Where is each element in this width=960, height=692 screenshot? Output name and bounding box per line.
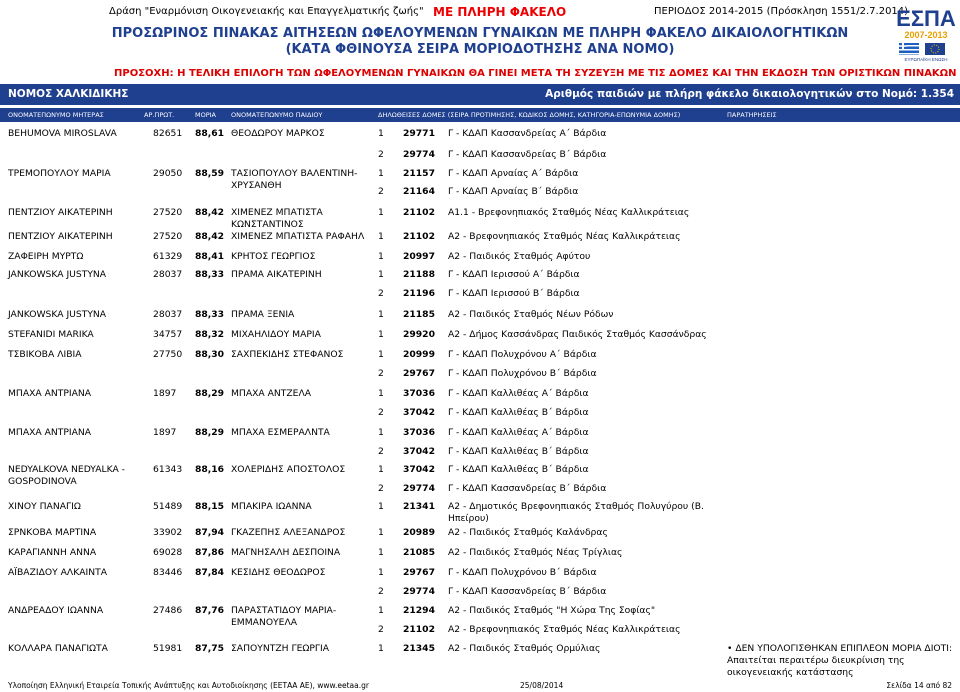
cell-score: 87,84 xyxy=(195,567,225,578)
cell-child: ΚΡΗΤΟΣ ΓΕΩΡΓΙΟΣ xyxy=(231,251,316,262)
cell-mother: ΤΣΒΙΚΟΒΑ ΛΙΒΙΑ xyxy=(8,349,82,360)
cell-desc: Α2 - Δήμος Κασσάνδρας Παιδικός Σταθμός Κασσάνδρας xyxy=(448,329,707,340)
cell-child: ΧΟΛΕΡΙΔΗΣ ΑΠΟΣΤΟΛΟΣ xyxy=(231,464,346,475)
cell-desc: Γ - ΚΔΑΠ Πολυχρόνου Β΄ Βάρδια xyxy=(448,567,597,578)
cell-mother: STEFANIDI MARIKA xyxy=(8,329,94,340)
cell-code: 21341 xyxy=(403,501,435,512)
cell-mother: ΜΠΑΧΑ ΑΝΤΡΙΑΝΑ xyxy=(8,388,92,399)
cell-code: 37042 xyxy=(403,464,435,475)
cell-desc: Γ - ΚΔΑΠ Κασσανδρείας Β΄ Βάρδια xyxy=(448,483,607,494)
cell-rank: 2 xyxy=(378,483,384,494)
column-header-row xyxy=(0,108,960,122)
cell-rank: 2 xyxy=(378,186,384,197)
cell-mother: ΠΕΝΤΖΙΟΥ ΑΙΚΑΤΕΡΙΝΗ xyxy=(8,207,113,218)
cell-score: 88,33 xyxy=(195,269,225,280)
action-title: Δράση "Εναρμόνιση Οικογενειακής και Επαγγελματικής ζωής" xyxy=(109,6,424,17)
cell-mother: ΧΙΝΟΥ ΠΑΝΑΓΙΩ xyxy=(8,501,81,512)
cell-desc: Α2 - Παιδικός Σταθμός Αφύτου xyxy=(448,251,591,262)
cell-afm: 27750 xyxy=(153,349,183,360)
cell-afm: 34757 xyxy=(153,329,183,340)
col-score: ΜΟΡΙΑ xyxy=(195,111,217,119)
cell-code: 29774 xyxy=(403,483,435,494)
cell-child: ΠΡΑΜΑ ΞΕΝΙΑ xyxy=(231,309,295,320)
cell-mother: ΚΟΛΛΑΡΑ ΠΑΝΑΓΙΩΤΑ xyxy=(8,643,108,654)
cell-rank: 1 xyxy=(378,349,384,360)
cell-afm: 61343 xyxy=(153,464,183,475)
cell-desc: Α1.1 - Βρεφονηπιακός Σταθμός Νέας Καλλικράτειας xyxy=(448,207,690,218)
cell-score: 88,59 xyxy=(195,168,225,179)
cell-rank: 1 xyxy=(378,128,384,139)
cell-child: ΘΕΟΔΩΡΟΥ ΜΑΡΚΟΣ xyxy=(231,128,325,139)
cell-code: 21196 xyxy=(403,288,435,299)
cell-rank: 1 xyxy=(378,527,384,538)
cell-child: ΣΑΧΠΕΚΙΔΗΣ ΣΤΕΦΑΝΟΣ xyxy=(231,349,344,360)
cell-desc: Γ - ΚΔΑΠ Καλλιθέας Β΄ Βάρδια xyxy=(448,464,589,475)
cell-rank: 1 xyxy=(378,547,384,558)
logo-years: 2007-2013 xyxy=(904,30,948,40)
cell-code: 21102 xyxy=(403,207,435,218)
subtitle: (ΚΑΤΑ ΦΘΙΝΟΥΣΑ ΣΕΙΡΑ ΜΟΡΙΟΔΟΤΗΣΗΣ ΑΝΑ ΝΟΜΟ) xyxy=(285,42,675,57)
col-afm: ΑΡ.ΠΡΩΤ. xyxy=(144,111,175,119)
cell-desc: Γ - ΚΔΑΠ Ιερισσού Β΄ Βάρδια xyxy=(448,288,580,299)
cell-code: 21188 xyxy=(403,269,435,280)
cell-afm: 82651 xyxy=(153,128,183,139)
cell-desc: Α2 - Παιδικός Σταθμός Καλάνδρας xyxy=(448,527,608,538)
cell-score: 88,42 xyxy=(195,231,225,242)
cell-rank: 1 xyxy=(378,643,384,654)
main-title: ΠΡΟΣΩΡΙΝΟΣ ΠΙΝΑΚΑΣ ΑΙΤΗΣΕΩΝ ΩΦΕΛΟΥΜΕΝΩΝ ΓΥΝΑΙΚΩΝ ΜΕ ΠΛΗΡΗ ΦΑΚΕΛΟ ΔΙΚΑΙΟΛΟΓΗΤΙΚΩΝ xyxy=(111,26,849,41)
header-top-line xyxy=(0,6,960,20)
cell-code: 21157 xyxy=(403,168,435,179)
cell-code: 37036 xyxy=(403,388,435,399)
cell-score: 87,76 xyxy=(195,605,225,616)
cell-rank: 2 xyxy=(378,407,384,418)
cell-desc: Α2 - Βρεφονηπιακός Σταθμός Νέας Καλλικράτειας xyxy=(448,231,681,242)
cell-code: 37036 xyxy=(403,427,435,438)
cell-rank: 2 xyxy=(378,288,384,299)
cell-code: 29771 xyxy=(403,128,435,139)
cell-afm: 69028 xyxy=(153,547,183,558)
cell-code: 21085 xyxy=(403,547,435,558)
full-file-title: ΜΕ ΠΛΗΡΗ ΦΑΚΕΛΟ xyxy=(433,5,567,19)
cell-mother: NEDYALKOVA NEDYALKA - GOSPODINOVA xyxy=(8,464,125,487)
cell-afm: 33902 xyxy=(153,527,183,538)
cell-code: 21164 xyxy=(403,186,435,197)
cell-code: 20999 xyxy=(403,349,435,360)
cell-child: ΜΙΧΑΗΛΙΔΟΥ ΜΑΡΙΑ xyxy=(231,329,321,340)
cell-desc: Γ - ΚΔΑΠ Κασσανδρείας Β΄ Βάρδια xyxy=(448,586,607,597)
children-count: Αριθμός παιδιών με πλήρη φάκελο δικαιολογητικών στο Νομό: 1.354 xyxy=(545,88,954,100)
cell-code: 29774 xyxy=(403,586,435,597)
cell-mother: ΖΑΦΕΙΡΗ ΜΥΡΤΩ xyxy=(8,251,84,262)
period-label: ΠΕΡΙΟΔΟΣ 2014-2015 (Πρόσκληση 1551/2.7.2014) xyxy=(654,6,909,17)
cell-mother: ΜΠΑΧΑ ΑΝΤΡΙΑΝΑ xyxy=(8,427,92,438)
cell-desc: Γ - ΚΔΑΠ Αρναίας Α΄ Βάρδια xyxy=(448,168,579,179)
cell-rank: 2 xyxy=(378,446,384,457)
logo-sub: ΕΥΡΩΠΑΪΚΗ ΕΝΩΣΗ xyxy=(904,57,948,62)
cell-afm: 27520 xyxy=(153,207,183,218)
footer-date: 25/08/2014 xyxy=(520,681,564,690)
cell-rank: 1 xyxy=(378,207,384,218)
cell-mother: ΑΝΔΡΕΑΔΟΥ ΙΩΑΝΝΑ xyxy=(8,605,104,616)
cell-rank: 1 xyxy=(378,501,384,512)
cell-desc: Γ - ΚΔΑΠ Αρναίας Β΄ Βάρδια xyxy=(448,186,579,197)
cell-desc: Γ - ΚΔΑΠ Καλλιθέας Α΄ Βάρδια xyxy=(448,427,589,438)
cell-desc: Γ - ΚΔΑΠ Ιερισσού Α΄ Βάρδια xyxy=(448,269,580,280)
cell-mother: ΤΡΕΜΟΠΟΥΛΟΥ ΜΑΡΙΑ xyxy=(8,168,111,179)
cell-rank: 1 xyxy=(378,309,384,320)
cell-score: 88,29 xyxy=(195,427,225,438)
cell-desc: Γ - ΚΔΑΠ Καλλιθέας Β΄ Βάρδια xyxy=(448,446,589,457)
cell-desc: Α2 - Παιδικός Σταθμός Νέας Τρίγλιας xyxy=(448,547,623,558)
cell-rank: 2 xyxy=(378,368,384,379)
cell-child: ΜΠΑΧΑ ΕΣΜΕΡΑΛΝΤΑ xyxy=(231,427,330,438)
cell-code: 21294 xyxy=(403,605,435,616)
cell-code: 21102 xyxy=(403,231,435,242)
cell-score: 88,15 xyxy=(195,501,225,512)
cell-score: 87,75 xyxy=(195,643,225,654)
cell-desc: Α2 - Παιδικός Σταθμός "Η Χώρα Της Σοφίας" xyxy=(448,605,656,616)
cell-score: 87,94 xyxy=(195,527,225,538)
warning-notice: ΠΡΟΣΟΧΗ: Η ΤΕΛΙΚΗ ΕΠΙΛΟΓΗ ΤΩΝ ΩΦΕΛΟΥΜΕΝΩΝ ΓΥΝΑΙΚΩΝ ΘΑ ΓΙΝΕΙ ΜΕΤΑ ΤΗ ΣΥΖΕΥΞΗ ΜΕ ΤΙΣ ΔΟΜΕΣ ΚΑΙ ΤΗΝ ΕΚΔΟΣΗ ΤΩΝ ΟΡΙΣΤΙΚΩΝ ΠΙΝΑΚΩΝ xyxy=(114,68,957,79)
cell-code: 20997 xyxy=(403,251,435,262)
cell-afm: 27486 xyxy=(153,605,183,616)
logo-text: ΕΣΠΑ xyxy=(896,6,956,31)
cell-desc: Γ - ΚΔΑΠ Πολυχρόνου Α΄ Βάρδια xyxy=(448,349,597,360)
col-mother: ΟΝΟΜΑΤΕΠΩΝΥΜΟ ΜΗΤΕΡΑΣ xyxy=(8,111,104,119)
cell-afm: 1897 xyxy=(153,388,177,399)
cell-afm: 51981 xyxy=(153,643,183,654)
cell-desc: Γ - ΚΔΑΠ Κασσανδρείας Α΄ Βάρδια xyxy=(448,128,607,139)
cell-rank: 1 xyxy=(378,605,384,616)
cell-rank: 1 xyxy=(378,269,384,280)
cell-child: ΚΕΣΙΔΗΣ ΘΕΟΔΩΡΟΣ xyxy=(231,567,326,578)
cell-desc: Α2 - Παιδικός Σταθμός Νέων Ρόδων xyxy=(448,309,614,320)
cell-afm: 28037 xyxy=(153,269,183,280)
cell-desc: Γ - ΚΔΑΠ Καλλιθέας Α΄ Βάρδια xyxy=(448,388,589,399)
cell-score: 88,61 xyxy=(195,128,225,139)
cell-child: ΠΡΑΜΑ ΑΙΚΑΤΕΡΙΝΗ xyxy=(231,269,322,280)
cell-code: 21345 xyxy=(403,643,435,654)
cell-code: 29920 xyxy=(403,329,435,340)
prefecture-name: ΝΟΜΟΣ ΧΑΛΚΙΔΙΚΗΣ xyxy=(8,88,129,100)
cell-rank: 1 xyxy=(378,251,384,262)
cell-afm: 28037 xyxy=(153,309,183,320)
cell-child: ΜΠΑΧΑ ΑΝΤΖΕΛΑ xyxy=(231,388,312,399)
cell-rank: 2 xyxy=(378,586,384,597)
cell-afm: 1897 xyxy=(153,427,177,438)
cell-desc: Α2 - Δημοτικός Βρεφονηπιακός Σταθμός Πολυγύρου (Β. Ηπείρου) xyxy=(448,501,704,524)
cell-desc: Α2 - Βρεφονηπιακός Σταθμός Νέας Καλλικράτειας xyxy=(448,624,681,635)
cell-score: 88,16 xyxy=(195,464,225,475)
cell-rank: 1 xyxy=(378,567,384,578)
cell-mother: ΠΕΝΤΖΙΟΥ ΑΙΚΑΤΕΡΙΝΗ xyxy=(8,231,113,242)
cell-rank: 1 xyxy=(378,231,384,242)
col-child: ΟΝΟΜΑΤΕΠΩΝΥΜΟ ΠΑΙΔΙΟΥ xyxy=(231,111,323,119)
cell-score: 88,33 xyxy=(195,309,225,320)
cell-afm: 27520 xyxy=(153,231,183,242)
cell-rank: 1 xyxy=(378,427,384,438)
cell-afm: 61329 xyxy=(153,251,183,262)
footer-org: Υλοποίηση Ελληνική Εταιρεία Τοπικής Ανάπτυξης και Αυτοδιοίκησης (ΕΕΤΑΑ ΑΕ), www.eetaa.gr xyxy=(8,681,369,690)
footer-page: Σελίδα 14 από 82 xyxy=(886,681,952,690)
cell-mother: ΑΪΒΑΖΙΔΟΥ ΑΛΚΑΙΝΤΑ xyxy=(8,567,107,578)
cell-mother: JANKOWSKA JUSTYNA xyxy=(8,269,107,280)
cell-desc: Γ - ΚΔΑΠ Πολυχρόνου Β΄ Βάρδια xyxy=(448,368,597,379)
col-notes: ΠΑΡΑΤΗΡΗΣΕΙΣ xyxy=(727,111,777,119)
cell-child: ΧΙΜΕΝΕΖ ΜΠΑΤΙΣΤΑ ΡΑΦΑΗΛ xyxy=(231,231,365,242)
cell-child: ΜΑΓΝΗΣΑΛΗ ΔΕΣΠΟΙΝΑ xyxy=(231,547,341,558)
cell-rank: 1 xyxy=(378,388,384,399)
cell-score: 88,42 xyxy=(195,207,225,218)
cell-afm: 83446 xyxy=(153,567,183,578)
prefecture-bar xyxy=(0,84,960,105)
cell-mother: JANKOWSKA JUSTYNA xyxy=(8,309,107,320)
cell-code: 21185 xyxy=(403,309,435,320)
col-choices: ΔΗΛΩΘΕΙΣΕΣ ΔΟΜΕΣ (ΣΕΙΡΑ ΠΡΟΤΙΜΗΣΗΣ, ΚΩΔΙΚΟΣ ΔΟΜΗΣ, ΚΑΤΗΓΟΡΙΑ-ΕΠΩΝΥΜΙΑ ΔΟΜΗΣ) xyxy=(378,111,681,119)
cell-afm: 51489 xyxy=(153,501,183,512)
cell-child: ΧΙΜΕΝΕΖ ΜΠΑΤΙΣΤΑ ΚΩΝΣΤΑΝΤΙΝΟΣ xyxy=(231,207,323,230)
cell-score: 87,86 xyxy=(195,547,225,558)
cell-score: 88,41 xyxy=(195,251,225,262)
cell-desc: Γ - ΚΔΑΠ Καλλιθέας Β΄ Βάρδια xyxy=(448,407,589,418)
cell-code: 37042 xyxy=(403,407,435,418)
cell-score: 88,29 xyxy=(195,388,225,399)
cell-desc: Γ - ΚΔΑΠ Κασσανδρείας Β΄ Βάρδια xyxy=(448,149,607,160)
cell-code: 37042 xyxy=(403,446,435,457)
cell-rank: 2 xyxy=(378,624,384,635)
cell-mother: BEHUMOVA MIROSLAVA xyxy=(8,128,117,139)
cell-child: ΣΑΠΟΥΝΤΖΗ ΓΕΩΡΓΙΑ xyxy=(231,643,330,654)
cell-code: 29767 xyxy=(403,368,435,379)
cell-rank: 1 xyxy=(378,464,384,475)
cell-child: ΓΚΑΖΕΠΗΣ ΑΛΕΞΑΝΔΡΟΣ xyxy=(231,527,346,538)
cell-desc: Α2 - Παιδικός Σταθμός Ορμύλιας xyxy=(448,643,601,654)
cell-code: 21102 xyxy=(403,624,435,635)
cell-child: ΠΑΡΑΣΤΑΤΙΔΟΥ ΜΑΡΙΑ-ΕΜΜΑΝΟΥΕΛΑ xyxy=(231,605,337,628)
cell-mother: ΣΡΝΚΟΒΑ ΜΑΡΤΙΝΑ xyxy=(8,527,97,538)
cell-child: ΜΠΑΚΙΡΑ ΙΩΑΝΝΑ xyxy=(231,501,312,512)
cell-rank: 2 xyxy=(378,149,384,160)
cell-code: 29774 xyxy=(403,149,435,160)
cell-child: ΤΑΣΙΟΠΟΥΛΟΥ ΒΑΛΕΝΤΙΝΗ-ΧΡΥΣΑΝΘΗ xyxy=(231,168,358,191)
cell-score: 88,30 xyxy=(195,349,225,360)
cell-rank: 1 xyxy=(378,168,384,179)
cell-note: • ΔΕΝ ΥΠΟΛΟΓΙΣΘΗΚΑΝ ΕΠΙΠΛΕΟΝ ΜΟΡΙΑ ΔΙΟΤΙ: Απαιτείται περαιτέρω διευκρίνιση της οικογενειακής κατάστασης xyxy=(727,643,953,678)
cell-rank: 1 xyxy=(378,329,384,340)
cell-mother: ΚΑΡΑΓΙΑΝΝΗ ΑΝΝΑ xyxy=(8,547,97,558)
cell-code: 29767 xyxy=(403,567,435,578)
cell-afm: 29050 xyxy=(153,168,183,179)
cell-code: 20989 xyxy=(403,527,435,538)
cell-score: 88,32 xyxy=(195,329,225,340)
